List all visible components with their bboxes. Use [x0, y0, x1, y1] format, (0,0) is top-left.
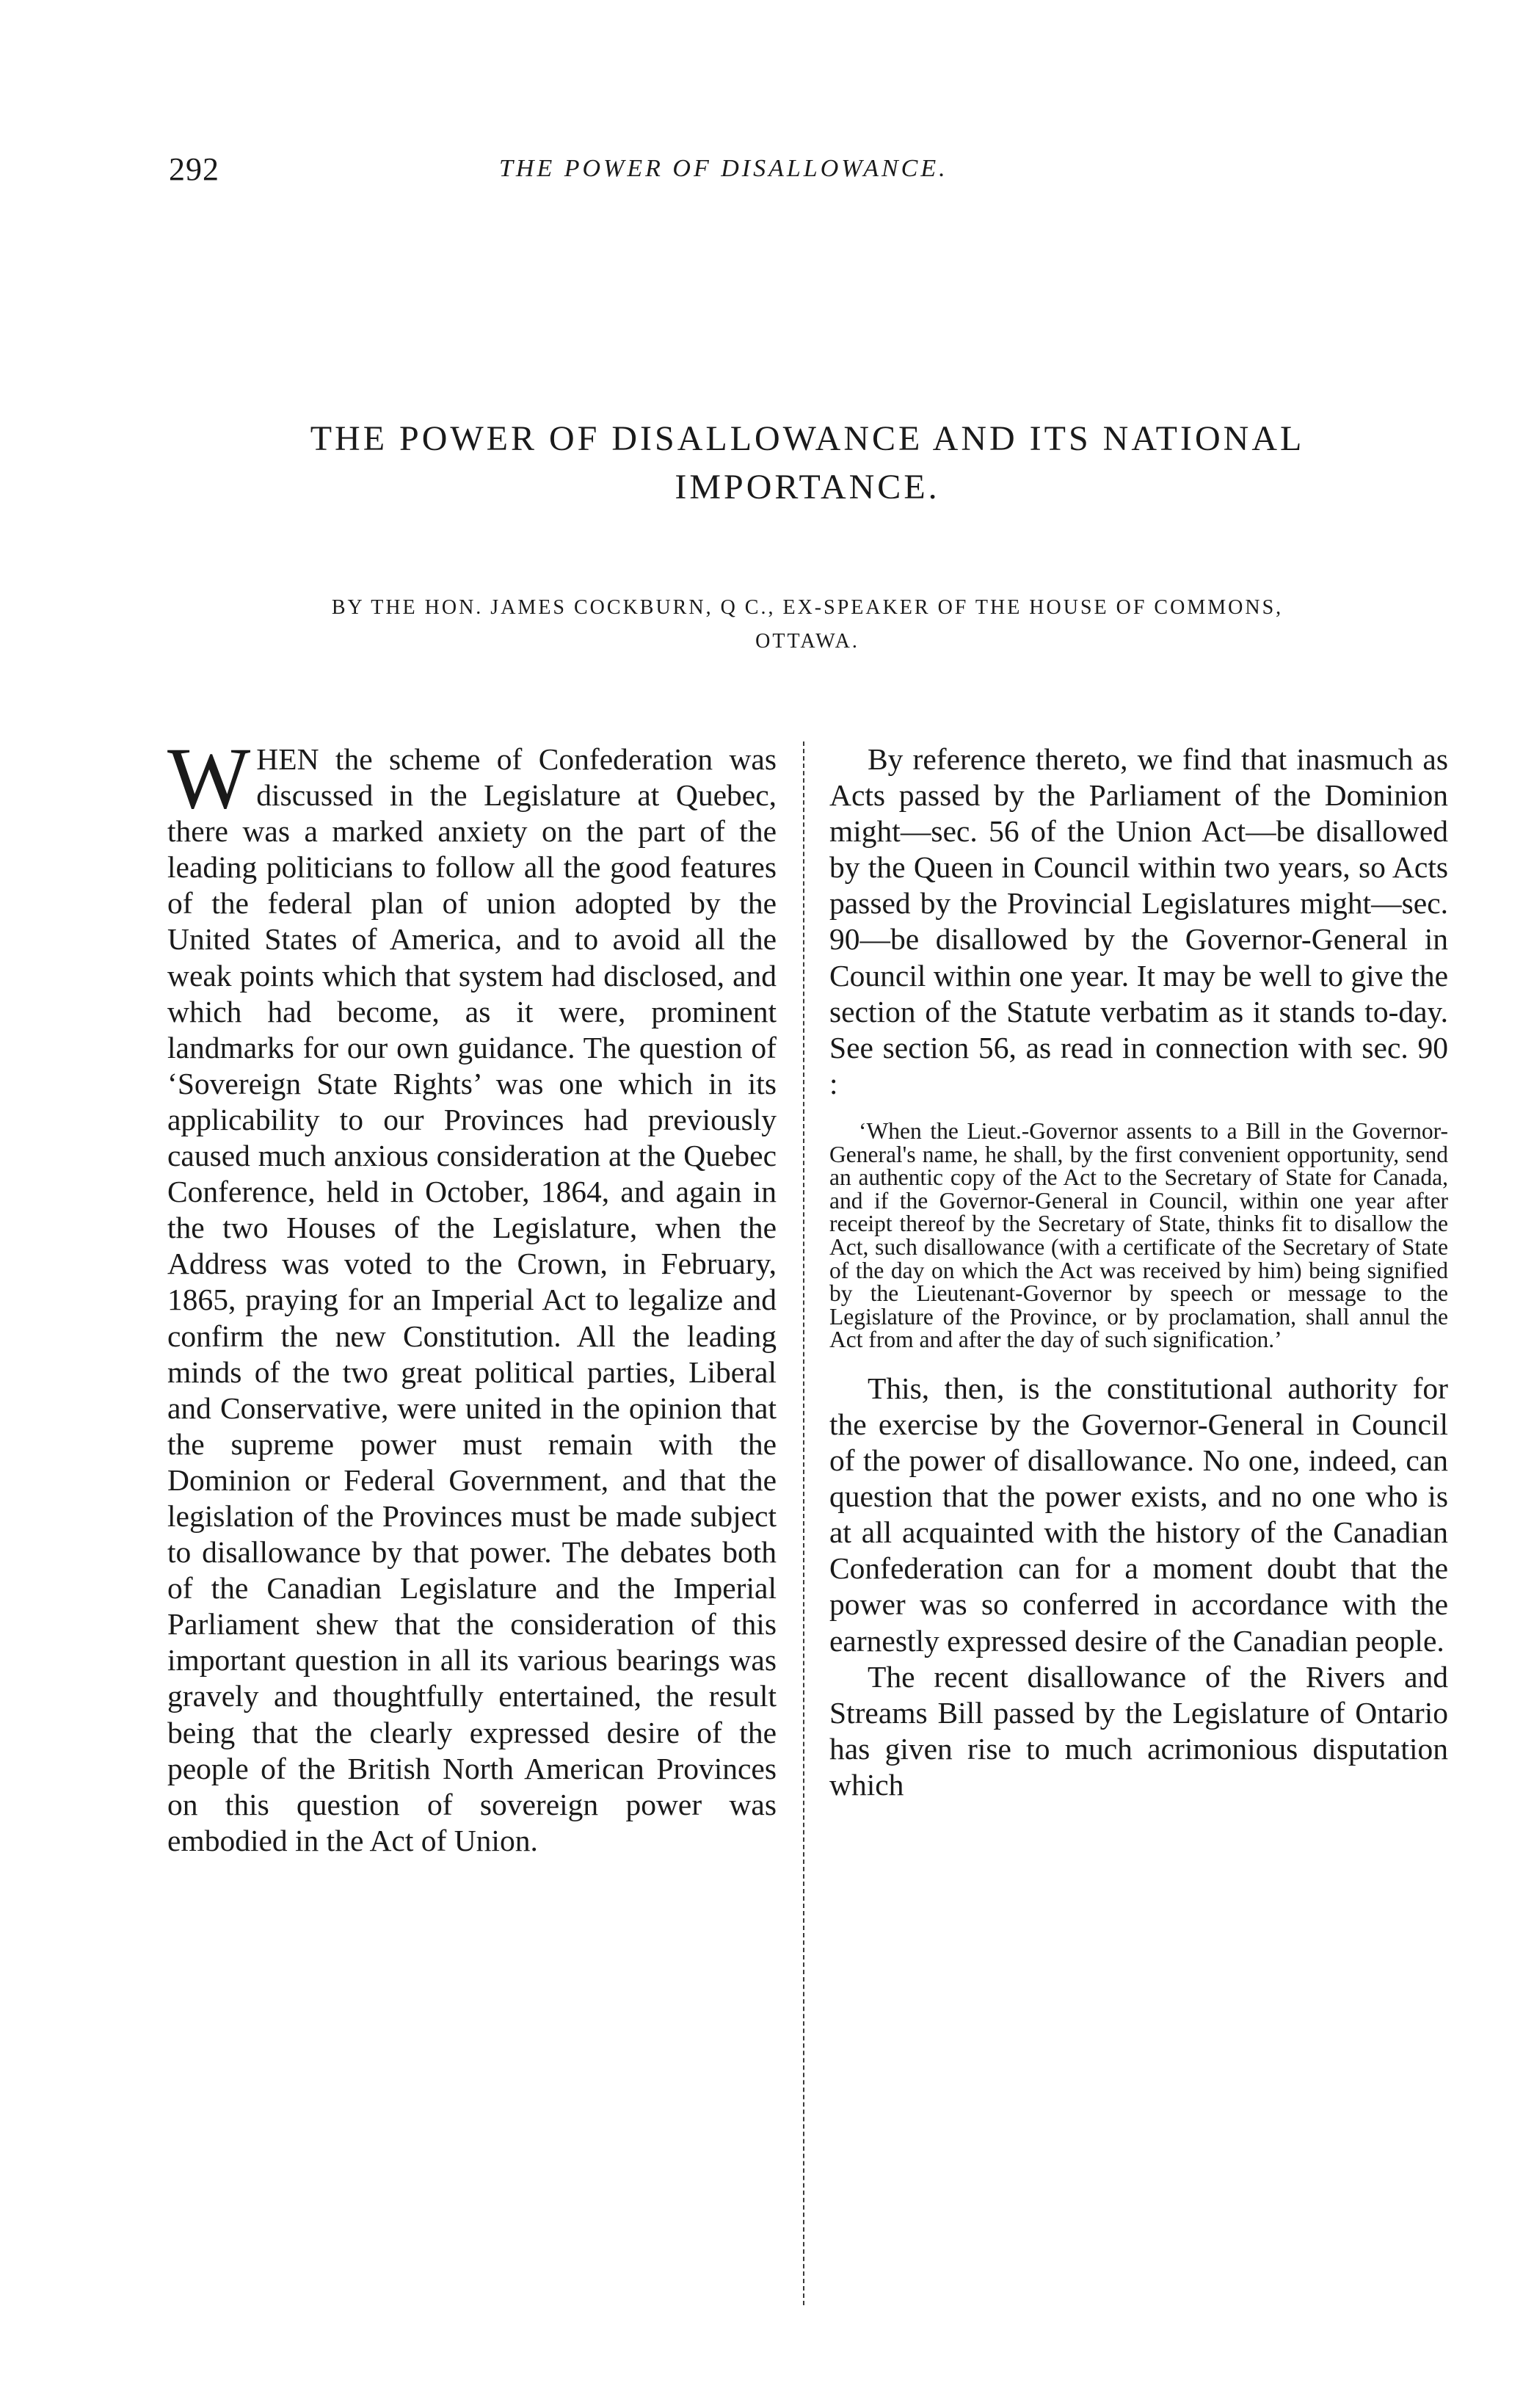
left-column [167, 729, 777, 1859]
right-column [829, 741, 1448, 1803]
right-paragraph-3: The recent disallowance of the Rivers and Streams Bill passed by the Legislature of Ontario has given rise to much acrimonious disputation which [829, 1659, 1448, 1802]
article-title-line-2: IMPORTANCE. [675, 468, 940, 507]
page-number: 292 [169, 151, 219, 187]
right-paragraph-1: By reference thereto, we find that inasmuch as Acts passed by the Parliament of the Dominion might—sec. 56 of the Union Act—be disallowed by the Queen in Council within two years, so Acts passed by the Provincial Legislatures might—sec. 90—be disallowed by the Governor-General in Council within one year. It may be well to give the section of the Statute verbatim as it stands to-day. See section 56, as read in connection with sec. 90 : [829, 742, 1448, 1100]
byline-line-2: OTTAWA. [755, 630, 859, 653]
statute-quote: ‘When the Lieut.-Governor assents to a Bill in the Governor-General's name, he shall, by the first convenient opportunity, send an authentic copy of the Act to the Secretary of State for Canada, and if the Governor-General in Council, within one year after receipt thereof by the Secretary of State, thinks fit to disallow the Act, such disallowance (with a certificate of the Secretary of State of the day on which the Act was received by him) being signified by the Lieutenant-Governor by speech or message to the Legislature of the Province, or by proclamation, shall annul the Act from and after the day of such signification.’ [829, 1117, 1448, 1353]
column-divider [803, 741, 804, 2305]
byline-line-1: BY THE HON. JAMES COCKBURN, Q C., EX-SPEAKER OF THE HOUSE OF COMMONS, [331, 596, 1284, 619]
running-head [169, 150, 1446, 195]
article-title-line-1: THE POWER OF DISALLOWANCE AND ITS NATIONAL [310, 419, 1305, 458]
right-paragraph-2: This, then, is the constitutional authority for the exercise by the Governor-General in Council of the power of disallowance. No one, indeed, can question that the power exists, and no one who is at all acquainted with the history of the Canadian Confederation can for a moment doubt that the power was so conferred in accordance with the earnestly expressed desire of the Canadian people. [829, 1371, 1448, 1658]
drop-cap: W [167, 729, 251, 827]
byline [183, 591, 1431, 659]
running-title: THE POWER OF DISALLOWANCE. [499, 155, 948, 182]
article-title [183, 415, 1431, 512]
left-paragraph-1 [167, 729, 777, 1859]
left-paragraph-1-text: HEN the scheme of Confederation was discussed in the Legislature at Quebec, there was a marked anxiety on the part of the leading politicians to follow all the good features of the federal plan of union adopted by the United States of America, and to avoid all the weak points which that system had disclosed, and which had become, as it were, prominent landmarks for our own guidance. The question of ‘Sovereign State Rights’ was one which in its applicability to our Provinces had previously caused much anxious consideration at the Quebec Conference, held in October, 1864, and again in the two Houses of the Legislature, when the Address was voted to the Crown, in February, 1865, praying for an Imperial Act to legalize and confirm the new Constitution. All the leading minds of the two great political parties, Liberal and Conservative, were united in the opinion that the supreme power must remain with the Dominion or Federal Government, and that the legislation of the Provinces must be made subject to disallowance by that power. The debates both of the Canadian Legislature and the Imperial Parliament shew that the consideration of this important question in all its various bearings was gravely and thoughtfully entertained, the result being that the clearly expressed desire of the people of the British North American Provinces on this question of sovereign power was embodied in the Act of Union. [167, 742, 777, 1857]
